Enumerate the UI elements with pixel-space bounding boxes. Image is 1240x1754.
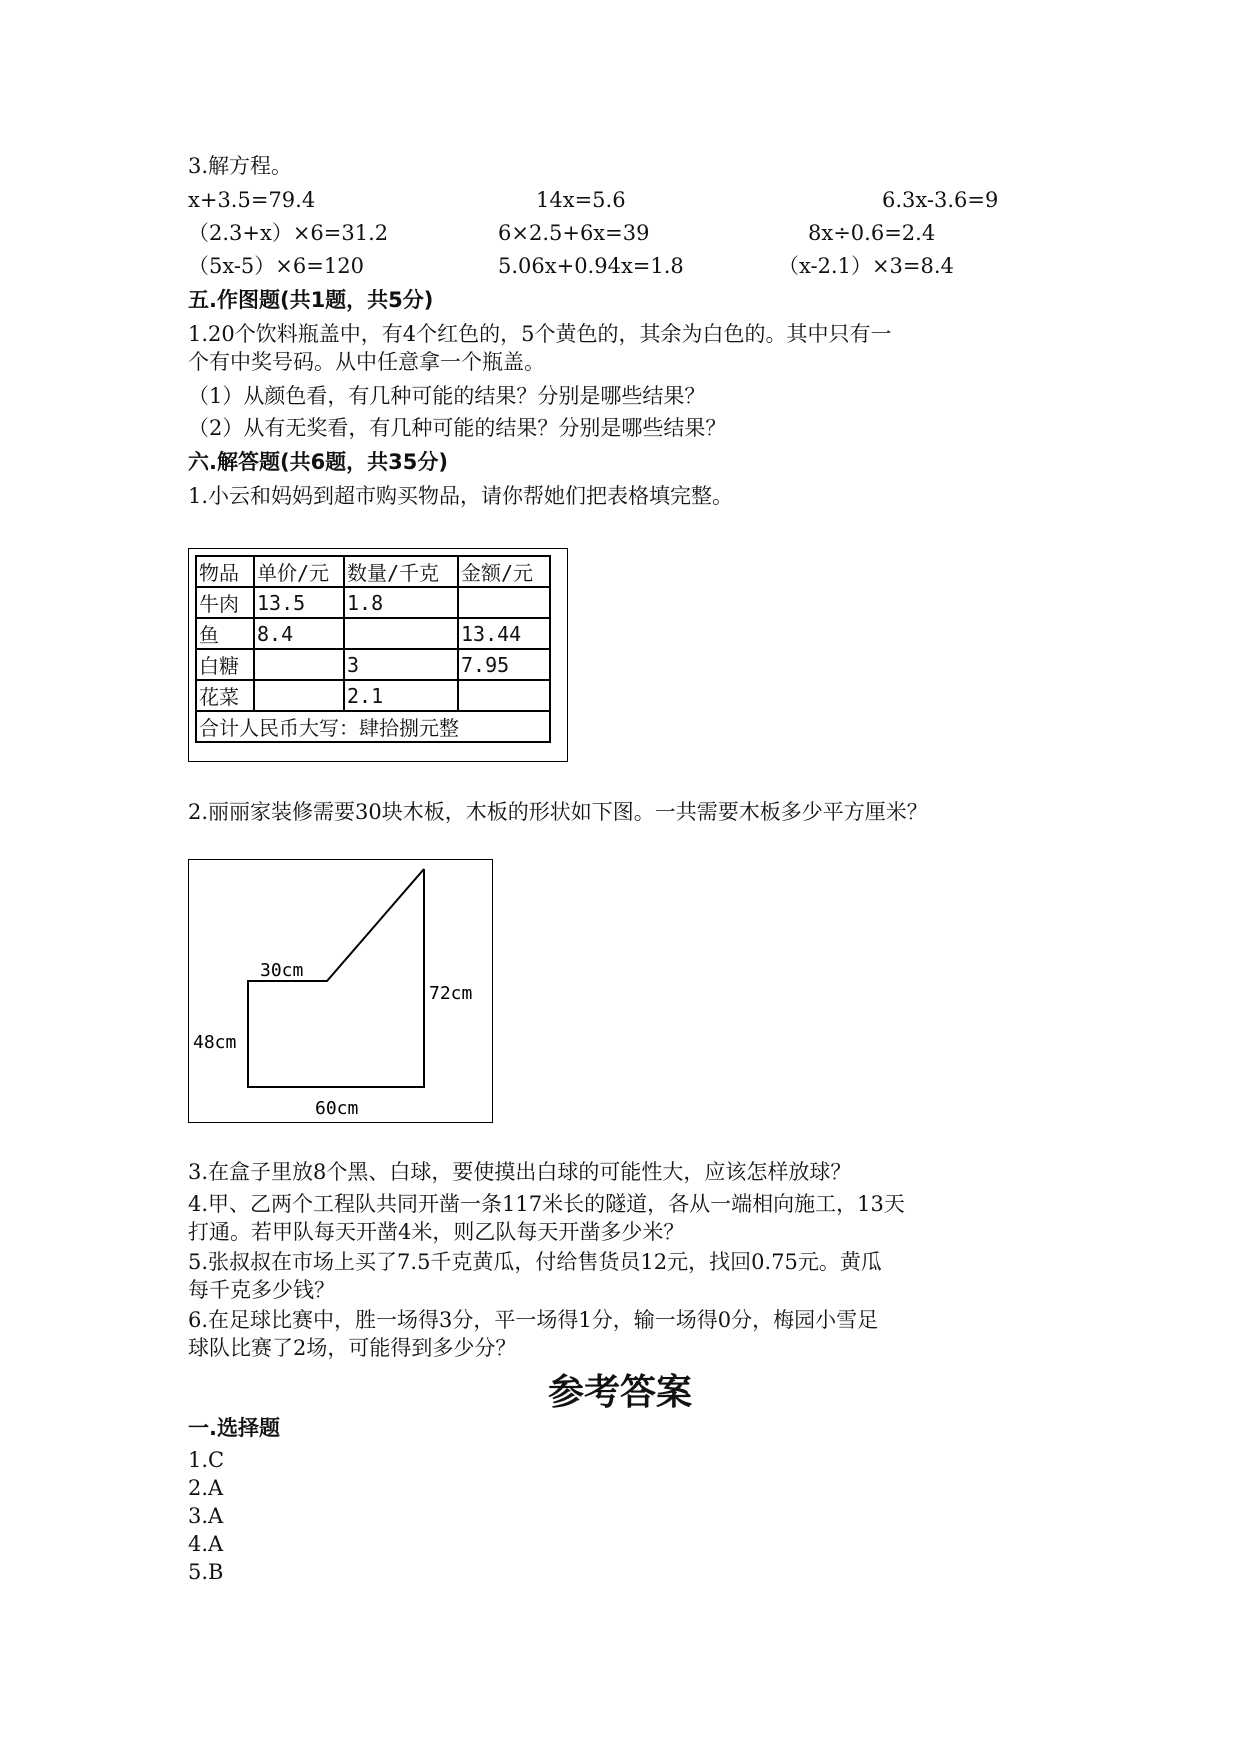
table-cell: 2.1 <box>344 680 458 711</box>
equation: 6×2.5+6x=39 <box>498 221 650 245</box>
left-edge-label: 48cm <box>193 1032 237 1053</box>
table-row <box>196 649 550 680</box>
table-header-row <box>196 556 550 587</box>
answer-item: 4.A <box>188 1532 224 1556</box>
question-line: 5.张叔叔在市场上买了7.5千克黄瓜，付给售货员12元，找回0.75元。黄瓜 <box>188 1250 882 1274</box>
equation: x+3.5=79.4 <box>188 188 316 212</box>
question-line: 2.丽丽家装修需要30块木板，木板的形状如下图。一共需要木板多少平方厘米？ <box>188 800 928 824</box>
table-header-cell: 数量/千克 <box>344 556 458 587</box>
table-cell: 8.4 <box>254 618 344 649</box>
question-line: 球队比赛了2场，可能得到多少分？ <box>188 1336 517 1360</box>
equation: 5.06x+0.94x=1.8 <box>498 254 684 278</box>
table-row <box>196 680 550 711</box>
top-edge-label: 30cm <box>260 960 304 981</box>
section6-heading: 六.解答题(共6题，共35分) <box>188 450 449 474</box>
question-line: 4.甲、乙两个工程队共同开凿一条117米长的隧道，各从一端相向施工，13天 <box>188 1192 905 1216</box>
board-shape-diagram <box>189 860 492 1122</box>
question-line: 6.在足球比赛中，胜一场得3分，平一场得1分，输一场得0分，梅园小雪足 <box>188 1308 879 1332</box>
table-cell: 7.95 <box>458 649 550 680</box>
equation: 14x=5.6 <box>536 188 626 212</box>
table-cell <box>344 618 458 649</box>
table-header-cell: 单价/元 <box>254 556 344 587</box>
q3-heading: 3.解方程。 <box>188 154 293 178</box>
bottom-edge-label: 60cm <box>315 1098 359 1119</box>
table-cell <box>458 587 550 618</box>
equation: 6.3x-3.6=9 <box>882 188 999 212</box>
table-row <box>196 587 550 618</box>
table-cell: 1.8 <box>344 587 458 618</box>
table-total-row <box>196 711 550 742</box>
shopping-table <box>195 555 551 743</box>
answers-section1-heading: 一.选择题 <box>188 1416 280 1440</box>
board-shape-figure <box>188 859 493 1123</box>
right-edge-label: 72cm <box>429 983 473 1004</box>
answer-item: 5.B <box>188 1560 224 1584</box>
table-cell: 13.5 <box>254 587 344 618</box>
equation: （5x-5）×6=120 <box>188 254 364 278</box>
table-cell: 白糖 <box>196 649 254 680</box>
answer-item: 3.A <box>188 1504 224 1528</box>
table-cell: 牛肉 <box>196 587 254 618</box>
question-line: （2）从有无奖看，有几种可能的结果？分别是哪些结果？ <box>188 416 727 440</box>
question-line: 3.在盒子里放8个黑、白球，要使摸出白球的可能性大，应该怎样放球？ <box>188 1160 852 1184</box>
answers-title: 参考答案 <box>547 1372 692 1413</box>
question-line: 打通。若甲队每天开凿4米，则乙队每天开凿多少米？ <box>188 1220 685 1244</box>
table-cell: 3 <box>344 649 458 680</box>
table-cell: 13.44 <box>458 618 550 649</box>
table-cell <box>254 649 344 680</box>
equation: （2.3+x）×6=31.2 <box>188 221 389 245</box>
section5-heading: 五.作图题(共1题，共5分) <box>188 288 434 312</box>
shopping-table-frame <box>188 548 568 762</box>
question-line: 1.小云和妈妈到超市购买物品，请你帮她们把表格填完整。 <box>188 484 734 508</box>
question-line: 1.20个饮料瓶盖中，有4个红色的，5个黄色的，其余为白色的。其中只有一 <box>188 322 892 346</box>
answer-item: 2.A <box>188 1476 224 1500</box>
table-row <box>196 618 550 649</box>
table-header-cell: 金额/元 <box>458 556 550 587</box>
equation: （x-2.1）×3=8.4 <box>778 254 954 278</box>
table-cell: 鱼 <box>196 618 254 649</box>
table-header-cell: 物品 <box>196 556 254 587</box>
table-cell <box>254 680 344 711</box>
table-cell <box>458 680 550 711</box>
answer-item: 1.C <box>188 1448 225 1472</box>
question-line: （1）从颜色看，有几种可能的结果？分别是哪些结果？ <box>188 384 706 408</box>
table-total-cell: 合计人民币大写：肆拾捌元整 <box>196 711 550 742</box>
equation: 8x÷0.6=2.4 <box>808 221 936 245</box>
question-line: 每千克多少钱？ <box>188 1278 335 1302</box>
table-cell: 花菜 <box>196 680 254 711</box>
question-line: 个有中奖号码。从中任意拿一个瓶盖。 <box>188 350 545 374</box>
